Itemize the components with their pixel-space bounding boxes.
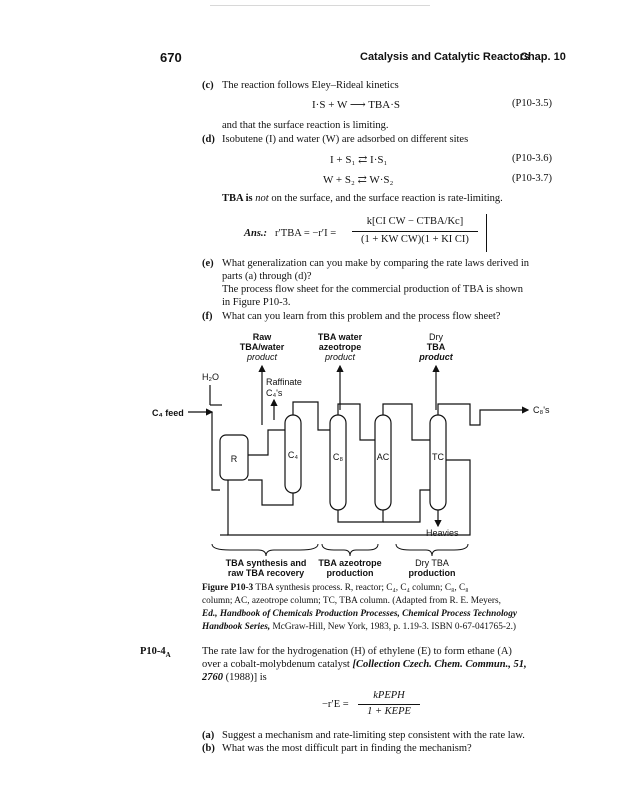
c8-column-label: C₈: [332, 452, 344, 462]
item-e-line2: parts (a) through (d)?: [222, 271, 312, 282]
azeotrope-column: [375, 415, 391, 510]
raw-label-3: product: [246, 352, 278, 362]
item-d-tail: [222, 193, 503, 204]
problem-number-main: P10-4: [140, 646, 166, 657]
section-dry-1: Dry TBA: [415, 558, 449, 568]
problem-number: [140, 646, 171, 659]
problem-line1: The rate law for the hydrogenation (H) of ethylene (E) to form ethane (A): [202, 646, 512, 657]
item-c-eq-number: (P10-3.5): [512, 98, 552, 109]
problem-line3: [202, 672, 267, 683]
item-f-text: What can you learn from this problem and the process flow sheet?: [222, 311, 501, 322]
tc-column-label: TC: [432, 452, 444, 462]
answer-numerator: k[CI CW − CTBA/Kc]: [366, 216, 464, 227]
rate-law-numerator: kPEPH: [373, 690, 405, 701]
answer-lhs: r′TBA = −r′I =: [275, 228, 337, 239]
item-d-eq2: W + S₂ ⇄ W·S₂: [323, 174, 394, 186]
section-azeotrope-1: TBA azeotrope: [318, 558, 382, 568]
item-c-tail: and that the surface reaction is limiting.: [222, 120, 389, 131]
item-e-line1: What generalization can you make by comparing the rate laws derived in: [222, 258, 530, 269]
problem-line2: [202, 659, 527, 670]
answer-label: Ans.:: [244, 228, 268, 239]
problem-line2-cite: [Collection Czech. Chem. Commun., 51,: [352, 659, 527, 670]
process-flow-sheet: [150, 330, 570, 580]
azeo-label-3: product: [324, 352, 356, 362]
item-d-eq1-number: (P10-3.6): [512, 153, 552, 164]
reactor-label: R: [230, 454, 238, 464]
azeo-label-1: TBA water: [317, 332, 363, 342]
page-number: 670: [160, 50, 182, 65]
section-synthesis-1: TBA synthesis and: [225, 558, 307, 568]
rate-law-lhs: −r′E =: [322, 699, 349, 710]
problem-line2-pre: over a cobalt-molybdenum catalyst: [202, 659, 350, 670]
item-e-line3: The process flow sheet for the commercial production of TBA is shown: [222, 284, 524, 295]
brace-azeotrope: [322, 544, 378, 556]
heavies-label: Heavies: [426, 528, 459, 538]
part-b-label: (b): [202, 743, 215, 754]
dry-label-1: Dry: [429, 332, 443, 342]
answer-box-rule: [486, 214, 487, 252]
caption-line1-text: TBA synthesis process. R, reactor; C₄, C₄ column; C₈, C₈: [255, 583, 469, 593]
part-a-label: (a): [202, 730, 215, 741]
part-a-text: Suggest a mechanism and rate-limiting step consistent with the rate law.: [222, 730, 525, 741]
item-d-eq1: I + S₁ ⇄ I·S₁: [330, 154, 388, 166]
c8-column: [330, 415, 346, 510]
item-e-label: (e): [202, 258, 214, 269]
rate-law-denominator: 1 + KEPE: [367, 706, 411, 717]
answer-denominator: (1 + KW CW)(1 + KI CI): [361, 234, 469, 245]
item-e-line4: in Figure P10-3.: [222, 297, 291, 308]
top-rule: [210, 5, 430, 6]
problem-line3-rest: (1988)] is: [225, 672, 267, 683]
raffinate-label-1: Raffinate: [266, 377, 302, 387]
dry-label-2: TBA: [426, 342, 446, 352]
item-d-tail-post: on the surface, and the surface reaction is rate-limiting.: [271, 193, 503, 204]
caption-line4-italic: Handbook Series,: [202, 622, 271, 632]
answer-fraction-bar: [352, 231, 478, 232]
rate-law-fraction-bar: [358, 704, 420, 705]
item-c-text: The reaction follows Eley–Rideal kinetics: [222, 80, 399, 91]
chapter-label: Chap. 10: [520, 51, 566, 63]
brace-dry: [396, 544, 468, 556]
problem-line3-cite: 2760: [202, 672, 223, 683]
tba-column: [430, 415, 446, 510]
item-d-tail-pre: TBA is: [222, 193, 253, 204]
dry-label-3: product: [419, 352, 453, 362]
caption-line3: Ed., Handbook of Chemicals Production Processes, Chemical Process Technology: [202, 609, 517, 619]
c4-column-label: C₄: [287, 450, 299, 460]
ac-column-label: AC: [376, 452, 390, 462]
caption-label: Figure P10-3: [202, 583, 254, 593]
caption-line1: [202, 583, 468, 593]
c4-feed-label: C₄ feed: [152, 408, 184, 418]
raffinate-label-2: C₄'s: [266, 388, 283, 398]
item-d-text: Isobutene (I) and water (W) are adsorbed on different sites: [222, 134, 469, 145]
c8s-label: C₈'s: [533, 405, 550, 415]
section-dry-2: production: [408, 568, 456, 578]
part-b-text: What was the most difficult part in finding the mechanism?: [222, 743, 472, 754]
running-title: Catalysis and Catalytic Reactors: [360, 51, 530, 63]
brace-synthesis: [212, 544, 318, 556]
item-d-tail-em: not: [255, 193, 269, 204]
azeo-label-2: azeotrope: [318, 342, 362, 352]
item-c-label: (c): [202, 80, 214, 91]
item-f-label: (f): [202, 311, 213, 322]
section-synthesis-2: raw TBA recovery: [227, 568, 305, 578]
h2o-label: H₂O: [202, 372, 219, 382]
caption-line2: column; AC, azeotrope column; TC, TBA column. (Adapted from R. E. Meyers,: [202, 596, 501, 606]
caption-line4: [202, 622, 516, 632]
item-d-eq2-number: (P10-3.7): [512, 173, 552, 184]
section-azeotrope-2: production: [326, 568, 374, 578]
caption-line4-rest: McGraw-Hill, New York, 1983, p. 1.19-3. ISBN 0-67-041765-2.): [272, 622, 517, 632]
raw-label-1: Raw: [252, 332, 272, 342]
item-c-equation: I·S + W ⟶ TBA·S: [312, 99, 400, 111]
raw-label-2: TBA/water: [239, 342, 285, 352]
item-d-label: (d): [202, 134, 215, 145]
problem-number-sub: A: [165, 651, 171, 660]
